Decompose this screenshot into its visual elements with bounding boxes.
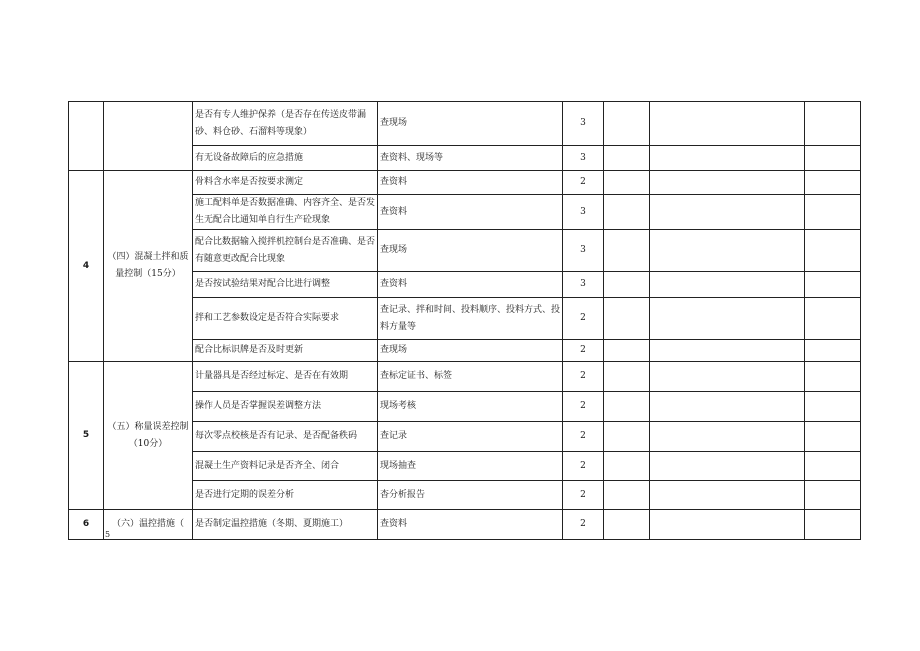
blank-cell <box>805 146 861 171</box>
check-item: 操作人员是否掌握误差调整方法 <box>193 392 378 422</box>
blank-cell <box>650 362 805 392</box>
section-category <box>104 102 193 171</box>
check-method: 查现场 <box>378 102 563 146</box>
section-number: 4 <box>69 171 104 362</box>
blank-cell <box>805 422 861 452</box>
blank-cell <box>650 230 805 272</box>
score-cell: 3 <box>563 230 604 272</box>
section-number: 5 <box>69 362 104 510</box>
check-method: 现场考核 <box>378 392 563 422</box>
check-method: 查资料 <box>378 171 563 195</box>
blank-cell <box>805 392 861 422</box>
blank-cell <box>604 272 650 298</box>
blank-cell <box>604 230 650 272</box>
blank-cell <box>604 422 650 452</box>
blank-cell <box>650 422 805 452</box>
blank-cell <box>650 171 805 195</box>
table-row <box>69 171 861 195</box>
check-item: 是否按试验结果对配合比进行调整 <box>193 272 378 298</box>
check-method: 杳分析报告 <box>378 481 563 510</box>
blank-cell <box>604 452 650 481</box>
section-category: （四）混凝土拌和质量控制（15分） <box>104 171 193 362</box>
check-method: 查记录、拌和时间、投料顺序、投料方式、投料方量等 <box>378 298 563 340</box>
score-cell: 2 <box>563 340 604 362</box>
score-cell: 3 <box>563 195 604 230</box>
blank-cell <box>650 340 805 362</box>
blank-cell <box>805 481 861 510</box>
section-category-cell <box>104 510 193 540</box>
check-item: 混凝土生产资料记录是否齐全、闭合 <box>193 452 378 481</box>
check-item: 配合比数据输入搅拌机控制台是否准确、是否有随意更改配合比现象 <box>193 230 378 272</box>
check-method: 现场抽查 <box>378 452 563 481</box>
blank-cell <box>805 272 861 298</box>
blank-cell <box>604 195 650 230</box>
table-row <box>69 362 861 392</box>
check-item: 是否制定温控措施（冬期、夏期施工） <box>193 510 378 540</box>
check-method: 查现场 <box>378 340 563 362</box>
blank-cell <box>604 481 650 510</box>
blank-cell <box>650 452 805 481</box>
blank-cell <box>805 195 861 230</box>
check-item: 有无设备故障后的应急措施 <box>193 146 378 171</box>
inspection-table <box>68 101 861 540</box>
score-cell: 3 <box>563 272 604 298</box>
score-cell: 2 <box>563 422 604 452</box>
section-number <box>69 102 104 171</box>
check-method: 查记录 <box>378 422 563 452</box>
blank-cell <box>650 272 805 298</box>
blank-cell <box>604 362 650 392</box>
blank-cell <box>650 510 805 540</box>
score-cell: 2 <box>563 452 604 481</box>
blank-cell <box>805 510 861 540</box>
section-category: （五）称量误差控制（10分） <box>104 362 193 510</box>
table-row <box>69 102 861 146</box>
blank-cell <box>604 171 650 195</box>
score-cell: 3 <box>563 102 604 146</box>
check-item: 配合比标识牌是否及时更新 <box>193 340 378 362</box>
section-number: 6 <box>69 510 104 540</box>
blank-cell <box>805 171 861 195</box>
check-item: 拌和工艺参数设定是否符合实际要求 <box>193 298 378 340</box>
score-cell: 2 <box>563 392 604 422</box>
check-item: 是否进行定期的误差分析 <box>193 481 378 510</box>
blank-cell <box>650 102 805 146</box>
blank-cell <box>650 146 805 171</box>
score-cell: 2 <box>563 171 604 195</box>
blank-cell <box>604 340 650 362</box>
blank-cell <box>805 452 861 481</box>
score-cell: 3 <box>563 146 604 171</box>
check-item: 骨料含水率是否按要求测定 <box>193 171 378 195</box>
section-category-tail: 5 <box>105 530 111 539</box>
blank-cell <box>650 195 805 230</box>
check-item: 每次零点校核是否有记录、是否配备秩码 <box>193 422 378 452</box>
check-item: 计量器具是否经过标定、是否在有效期 <box>193 362 378 392</box>
table-row <box>69 510 861 540</box>
blank-cell <box>604 146 650 171</box>
check-method: 查资料 <box>378 195 563 230</box>
blank-cell <box>650 392 805 422</box>
blank-cell <box>805 298 861 340</box>
check-method: 查资料 <box>378 510 563 540</box>
score-cell: 2 <box>563 510 604 540</box>
blank-cell <box>604 298 650 340</box>
blank-cell <box>604 392 650 422</box>
score-cell: 2 <box>563 481 604 510</box>
blank-cell <box>805 102 861 146</box>
check-method: 查资料、现场等 <box>378 146 563 171</box>
section-category: （六）温控措施（ <box>111 519 184 529</box>
check-method: 查标定证书、标签 <box>378 362 563 392</box>
blank-cell <box>650 481 805 510</box>
blank-cell <box>604 102 650 146</box>
blank-cell <box>650 298 805 340</box>
check-method: 查现场 <box>378 230 563 272</box>
check-item: 是否有专人维护保养（是否存在传送皮带漏砂、料仓砂、石溜料等现象） <box>193 102 378 146</box>
score-cell: 2 <box>563 298 604 340</box>
blank-cell <box>805 362 861 392</box>
score-cell: 2 <box>563 362 604 392</box>
blank-cell <box>805 340 861 362</box>
blank-cell <box>805 230 861 272</box>
blank-cell <box>604 510 650 540</box>
check-item: 施工配料单是否数据准确、内容齐全、是否发生无配合比通知单自行生产砼现象 <box>193 195 378 230</box>
check-method: 查资料 <box>378 272 563 298</box>
